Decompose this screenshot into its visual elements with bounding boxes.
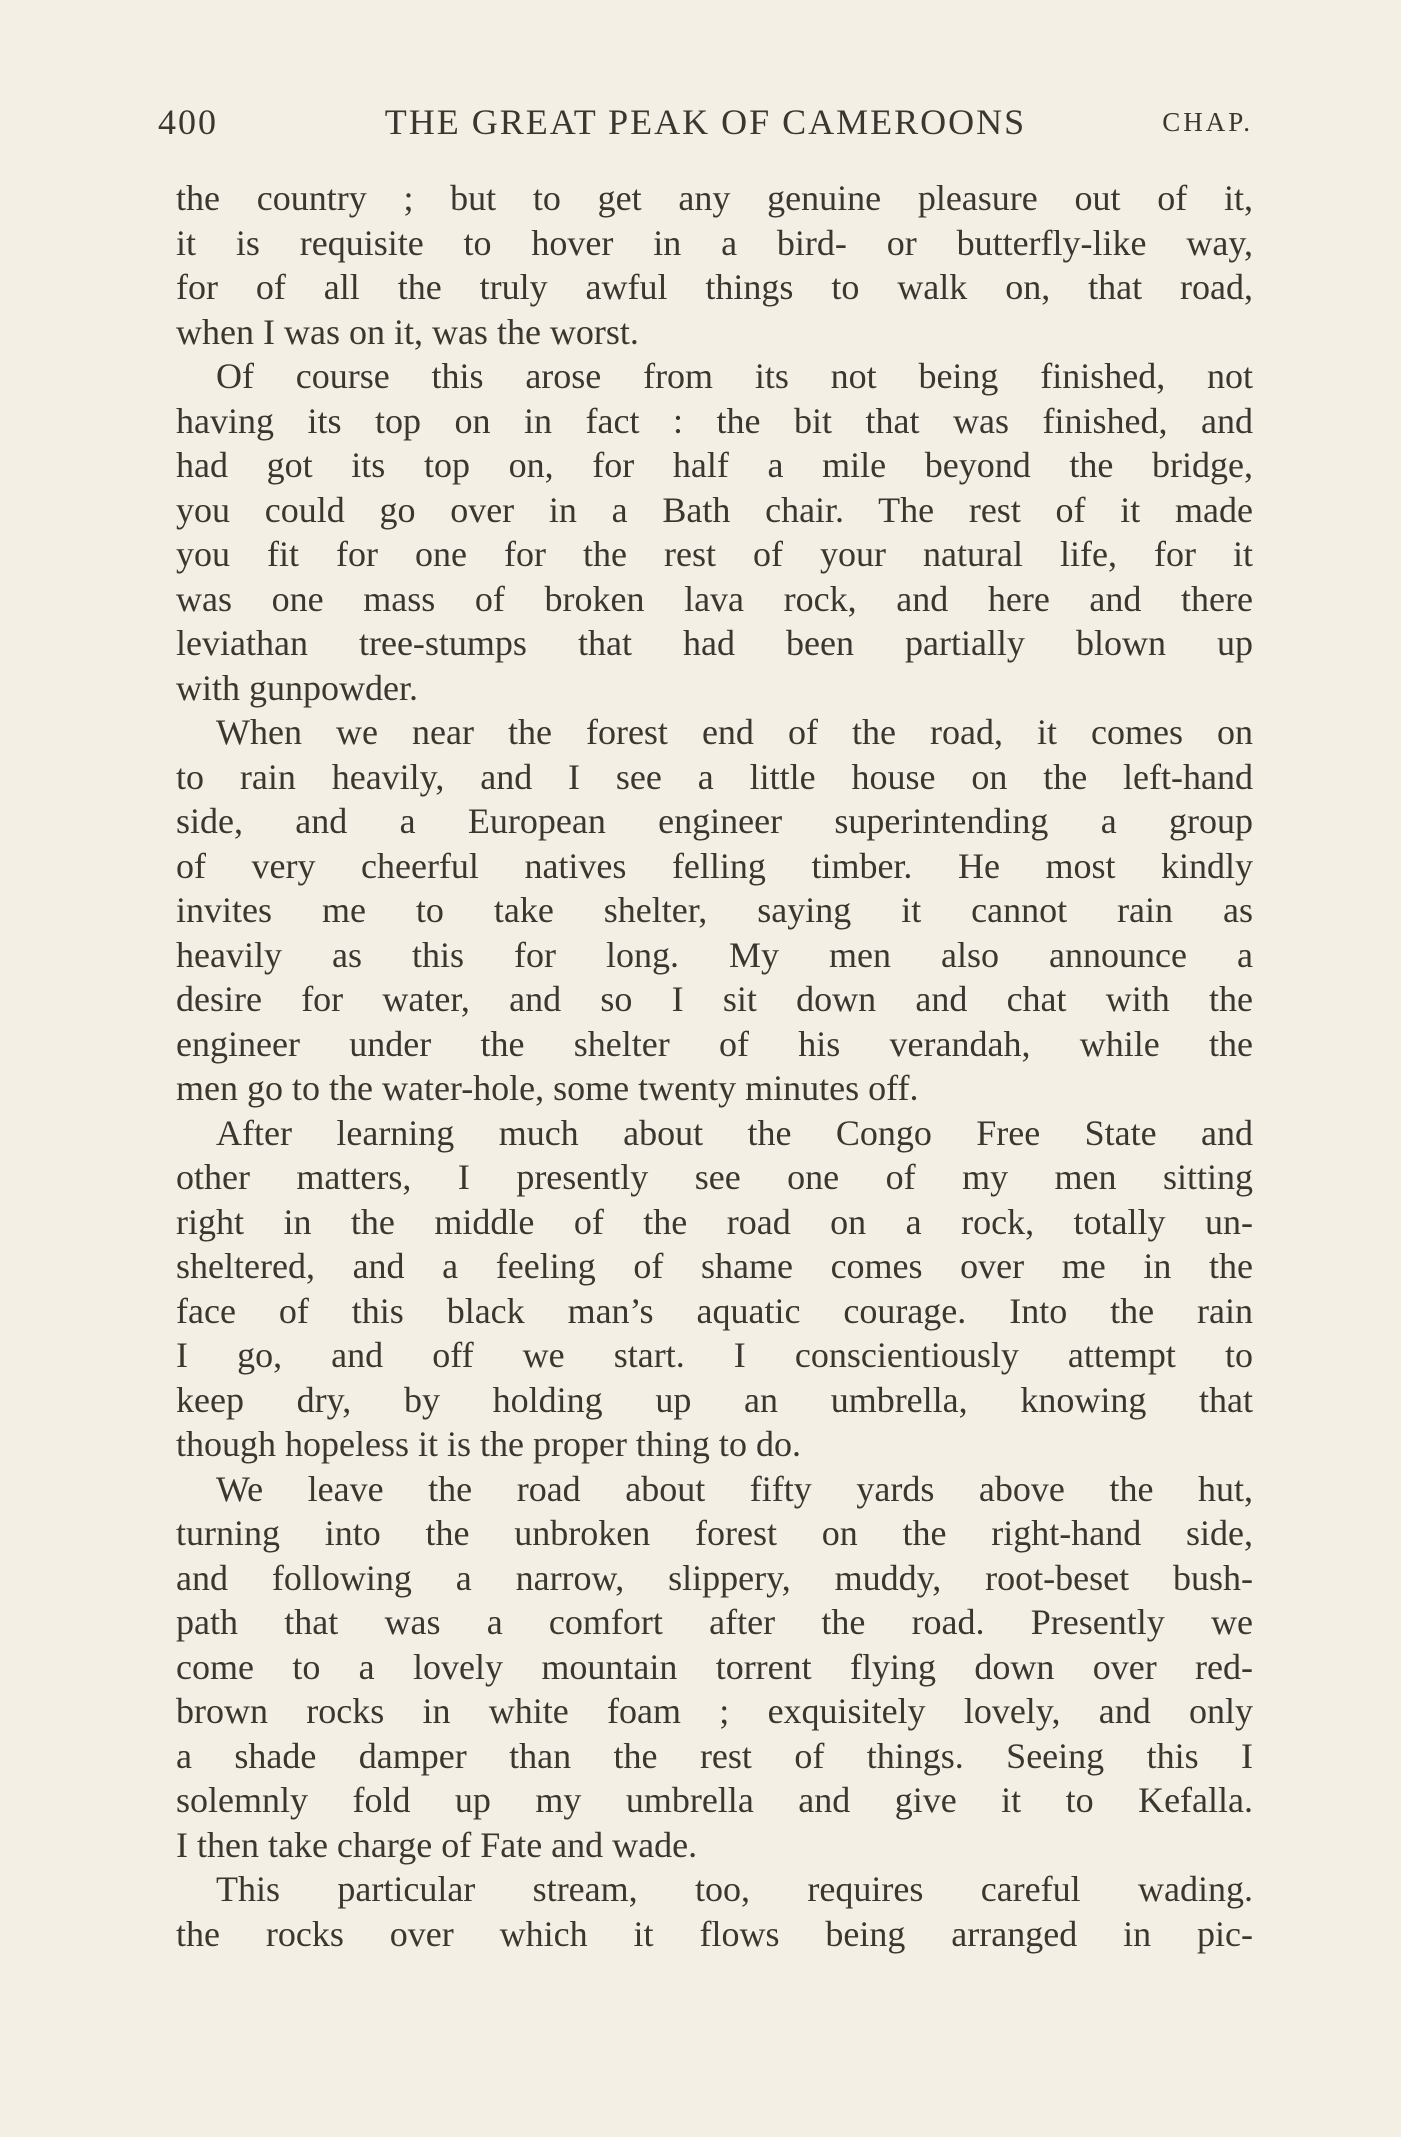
text-line: you could go over in a Bath chair. The rest of it made bbox=[176, 489, 1253, 530]
text-line: solemnly fold up my umbrella and give it to Kefalla. bbox=[176, 1780, 1253, 1820]
text-line: having its top on in fact : the bit that was finished, and bbox=[176, 400, 1253, 441]
text-line: of very cheerful natives felling timber. He most kindly bbox=[176, 845, 1253, 886]
text-line: come to a lovely mountain torrent flying down over red- bbox=[176, 1646, 1253, 1687]
text-line: desire for water, and so I sit down and chat with the bbox=[176, 979, 1253, 1019]
text-line: We leave the road about fifty yards above the hut, bbox=[216, 1468, 1253, 1509]
text-line: had got its top on, for half a mile beyond the bridge, bbox=[176, 445, 1253, 485]
text-line: side, and a European engineer superintending a group bbox=[176, 801, 1253, 841]
text-line: brown rocks in white foam ; exquisitely lovely, and only bbox=[176, 1691, 1253, 1731]
text-line: though hopeless it is the proper thing to do. bbox=[176, 1424, 801, 1464]
text-line: with gunpowder. bbox=[176, 667, 418, 708]
text-line: it is requisite to hover in a bird- or butterfly-like way, bbox=[176, 222, 1253, 263]
text-line: to rain heavily, and I see a little house on the left-hand bbox=[176, 756, 1253, 797]
text-line: heavily as this for long. My men also announce a bbox=[176, 934, 1253, 975]
text-line: Of course this arose from its not being finished, not bbox=[216, 356, 1253, 396]
text-line: and following a narrow, slippery, muddy, root-beset bush- bbox=[176, 1557, 1253, 1598]
text-line: invites me to take shelter, saying it cannot rain as bbox=[176, 890, 1253, 930]
text-line: the country ; but to get any genuine pleasure out of it, bbox=[176, 178, 1253, 218]
body-text bbox=[176, 176, 1253, 1956]
running-title: THE GREAT PEAK OF CAMEROONS bbox=[384, 102, 1027, 142]
text-line: the rocks over which it flows being arranged in pic- bbox=[176, 1913, 1253, 1954]
page-number: 400 bbox=[158, 102, 218, 142]
text-line: keep dry, by holding up an umbrella, knowing that bbox=[176, 1379, 1253, 1420]
text-line: for of all the truly awful things to walk on, that road, bbox=[176, 267, 1253, 307]
text-line: turning into the unbroken forest on the right-hand side, bbox=[176, 1513, 1253, 1553]
text-line: when I was on it, was the worst. bbox=[176, 311, 639, 352]
running-head bbox=[158, 102, 1253, 142]
text-line: I go, and off we start. I conscientiously attempt to bbox=[176, 1335, 1253, 1375]
text-line: leviathan tree-stumps that had been partially blown up bbox=[176, 623, 1253, 663]
text-line: path that was a comfort after the road. Presently we bbox=[176, 1602, 1253, 1642]
text-line: When we near the forest end of the road, it comes on bbox=[216, 712, 1253, 752]
text-line: other matters, I presently see one of my men sitting bbox=[176, 1157, 1253, 1197]
text-line: sheltered, and a feeling of shame comes over me in the bbox=[176, 1246, 1253, 1286]
text-line: engineer under the shelter of his verandah, while the bbox=[176, 1023, 1253, 1064]
text-line: I then take charge of Fate and wade. bbox=[176, 1824, 698, 1865]
text-line: After learning much about the Congo Free State and bbox=[216, 1112, 1253, 1153]
text-line: you fit for one for the rest of your natural life, for it bbox=[176, 534, 1253, 574]
chapter-mark: CHAP. bbox=[1162, 107, 1253, 137]
text-line: a shade damper than the rest of things. Seeing this I bbox=[176, 1735, 1253, 1776]
text-line: This particular stream, too, requires careful wading. bbox=[216, 1869, 1253, 1909]
text-line: was one mass of broken lava rock, and here and there bbox=[176, 578, 1253, 619]
text-line: right in the middle of the road on a rock, totally un- bbox=[176, 1201, 1253, 1242]
text-line: men go to the water-hole, some twenty minutes off. bbox=[176, 1068, 919, 1108]
text-line: face of this black man’s aquatic courage. Into the rain bbox=[176, 1290, 1253, 1331]
